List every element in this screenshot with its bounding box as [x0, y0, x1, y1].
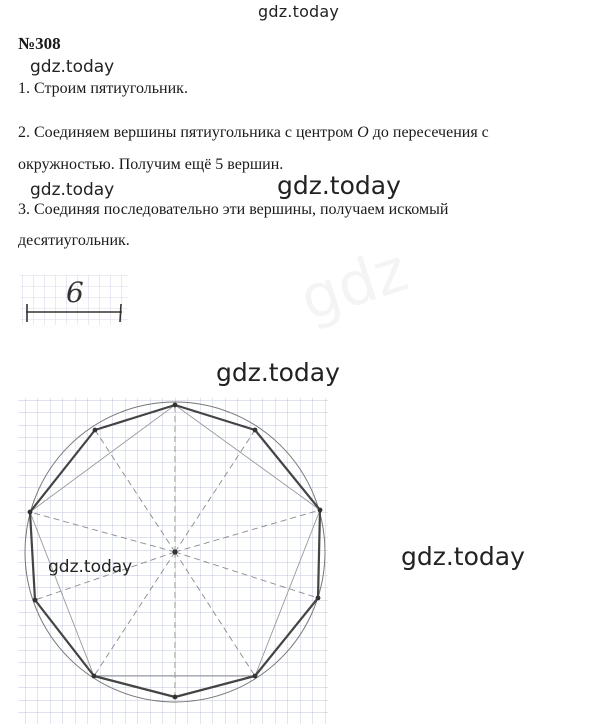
center-variable: O [357, 124, 369, 141]
step-3-line-1: 3. Соединяя последовательно эти вершины, получаем искомый [18, 201, 449, 218]
step-2-after: до пересечения с [368, 124, 489, 141]
watermark-top: gdz.today [258, 2, 340, 21]
step-2-before: 2. Соединяем вершины пятиугольника с центром [18, 124, 358, 141]
watermark-4: gdz.today [216, 358, 340, 387]
step-2-line-2: окружностью. Получим ещё 5 вершин. [18, 156, 284, 173]
ruler-label: 6 [66, 276, 84, 309]
watermark-1: gdz.today [30, 57, 115, 77]
watermark-3: gdz.today [30, 180, 115, 200]
watermark-6: gdz.today [48, 557, 133, 577]
watermark-2: gdz.today [277, 171, 401, 200]
problem-number: №308 [18, 34, 61, 53]
step-3-line-2: десятиугольник. [18, 232, 130, 249]
watermark-5: gdz.today [401, 542, 525, 571]
step-1: 1. Строим пятиугольник. [18, 80, 188, 97]
ruler-tick-right [120, 304, 121, 322]
